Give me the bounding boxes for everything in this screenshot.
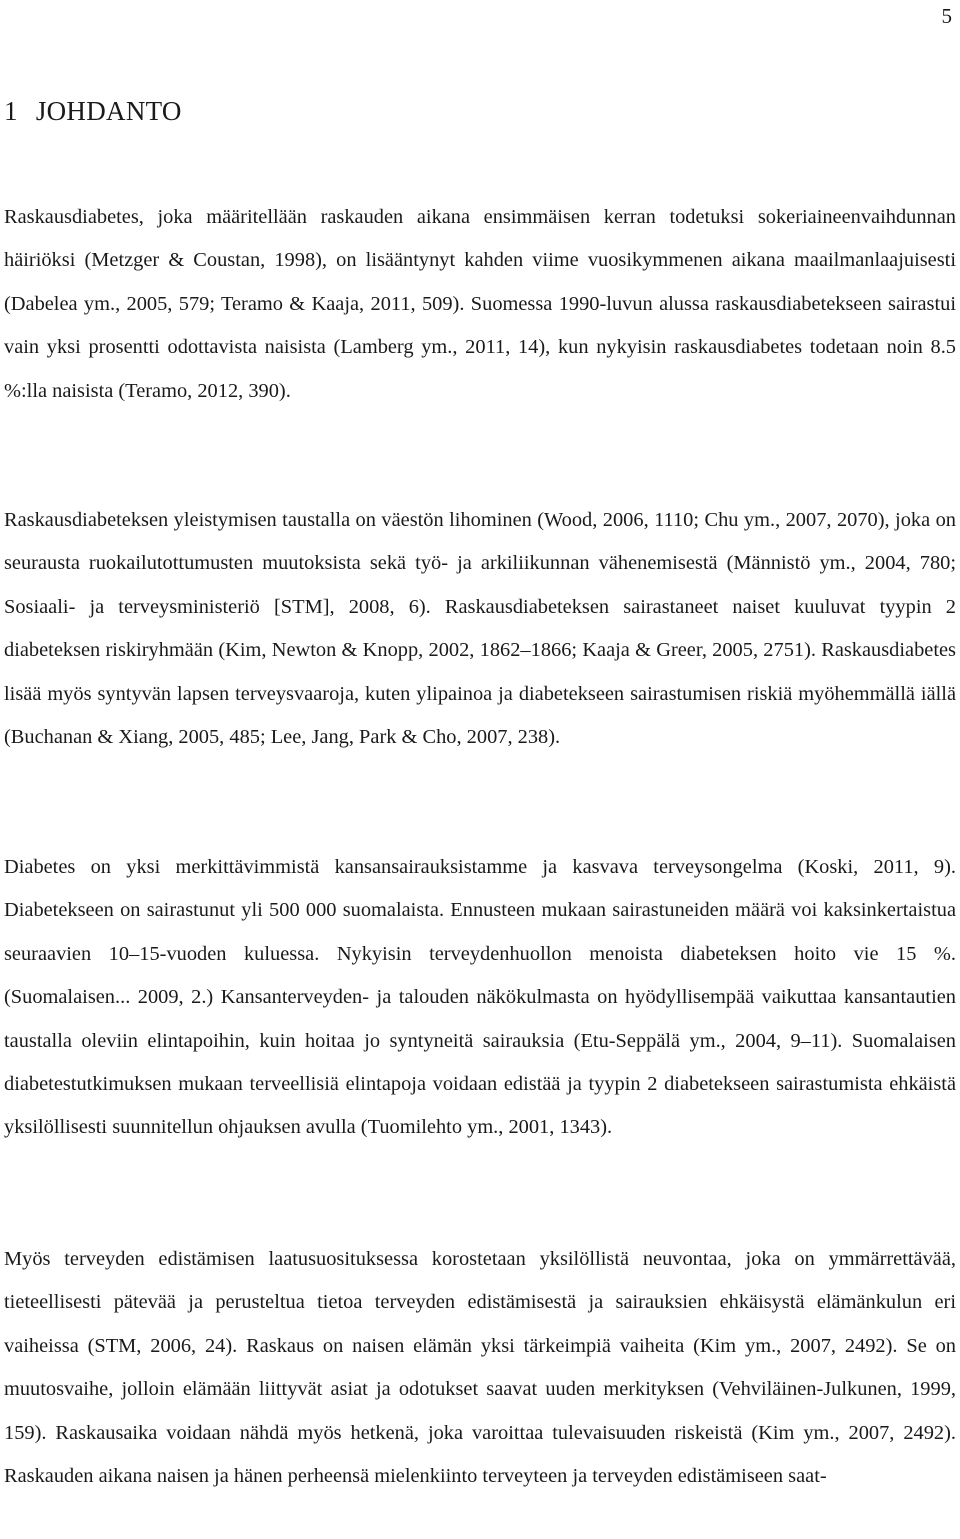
section-title: JOHDANTO xyxy=(35,96,182,126)
paragraph-1: Raskausdiabetes, joka määritellään raskauden aikana ensimmäisen kerran todetuksi sokeriaineenvaihdunnan häiriöksi (Metzger & Coustan, 1998), on lisääntynyt kahden viime vuosikymmenen aikana maailmanlaajuisesti (Dabelea ym., 2005, 579; Teramo & Kaaja, 2011, 509). Suomessa 1990-luvun alussa raskausdiabetekseen sairastui vain yksi prosentti odottavista naisista (Lamberg ym., 2011, 14), kun nykyisin raskausdiabetes todetaan noin 8.5 %:lla naisista (Teramo, 2012, 390). xyxy=(4,206,956,402)
paragraph-4: Myös terveyden edistämisen laatusuosituksessa korostetaan yksilöllistä neuvontaa, joka on ymmärrettävää, tieteellisesti pätevää ja perusteltua tietoa terveyden edistämisestä ja sairauksien ehkäisystä elämänkulun eri vaiheissa (STM, 2006, 24). Raskaus on naisen elämän yksi tärkeimpiä vaiheita (Kim ym., 2007, 2492). Se on muutosvaihe, jolloin elämään liittyvät asiat ja odotukset saavat uuden merkityksen (Vehviläinen-Julkunen, 1999, 159). Raskausaika voidaan nähdä myös hetkenä, joka varoittaa tulevaisuuden riskeistä (Kim ym., 2007, 2492). Raskauden aikana naisen ja hänen perheensä mielenkiinto terveyteen ja terveyden edistämiseen saat- xyxy=(4,1248,956,1488)
section-heading xyxy=(4,96,182,127)
section-number: 1 xyxy=(4,96,18,126)
paragraph-3: Diabetes on yksi merkittävimmistä kansansairauksistamme ja kasvava terveysongelma (Koski, 2011, 9). Diabetekseen on sairastunut yli 500 000 suomalaista. Ennusteen mukaan sairastuneiden määrä voi kaksinkertaistua seuraavien 10–15-vuoden kuluessa. Nykyisin terveydenhuollon menoista diabeteksen hoito vie 15 %. (Suomalaisen... 2009, 2.) Kansanterveyden- ja talouden näkökulmasta on hyödyllisempää vaikuttaa kansantautien taustalla oleviin elintapoihin, kuin hoitaa jo syntyneitä sairauksia (Etu-Seppälä ym., 2004, 9–11). Suomalaisen diabetestutkimuksen mukaan terveellisiä elintapoja voidaan edistää ja tyypin 2 diabetekseen sairastumista ehkäistä yksilöllisesti suunnitellun ohjauksen avulla (Tuomilehto ym., 2001, 1343). xyxy=(4,856,956,1139)
paragraph-2: Raskausdiabeteksen yleistymisen taustalla on väestön lihominen (Wood, 2006, 1110; Chu ym., 2007, 2070), joka on seurausta ruokailutottumusten muutoksista sekä työ- ja arkiliikunnan vähenemisestä (Männistö ym., 2004, 780; Sosiaali- ja terveysministeriö [STM], 2008, 6). Raskausdiabeteksen sairastaneet naiset kuuluvat tyypin 2 diabeteksen riskiryhmään (Kim, Newton & Knopp, 2002, 1862–1866; Kaaja & Greer, 2005, 2751). Raskausdiabetes lisää myös syntyvän lapsen terveysvaaroja, kuten ylipainoa ja diabetekseen sairastumisen riskiä myöhemmällä iällä (Buchanan & Xiang, 2005, 485; Lee, Jang, Park & Cho, 2007, 238). xyxy=(4,509,956,749)
page-number: 5 xyxy=(941,4,952,28)
